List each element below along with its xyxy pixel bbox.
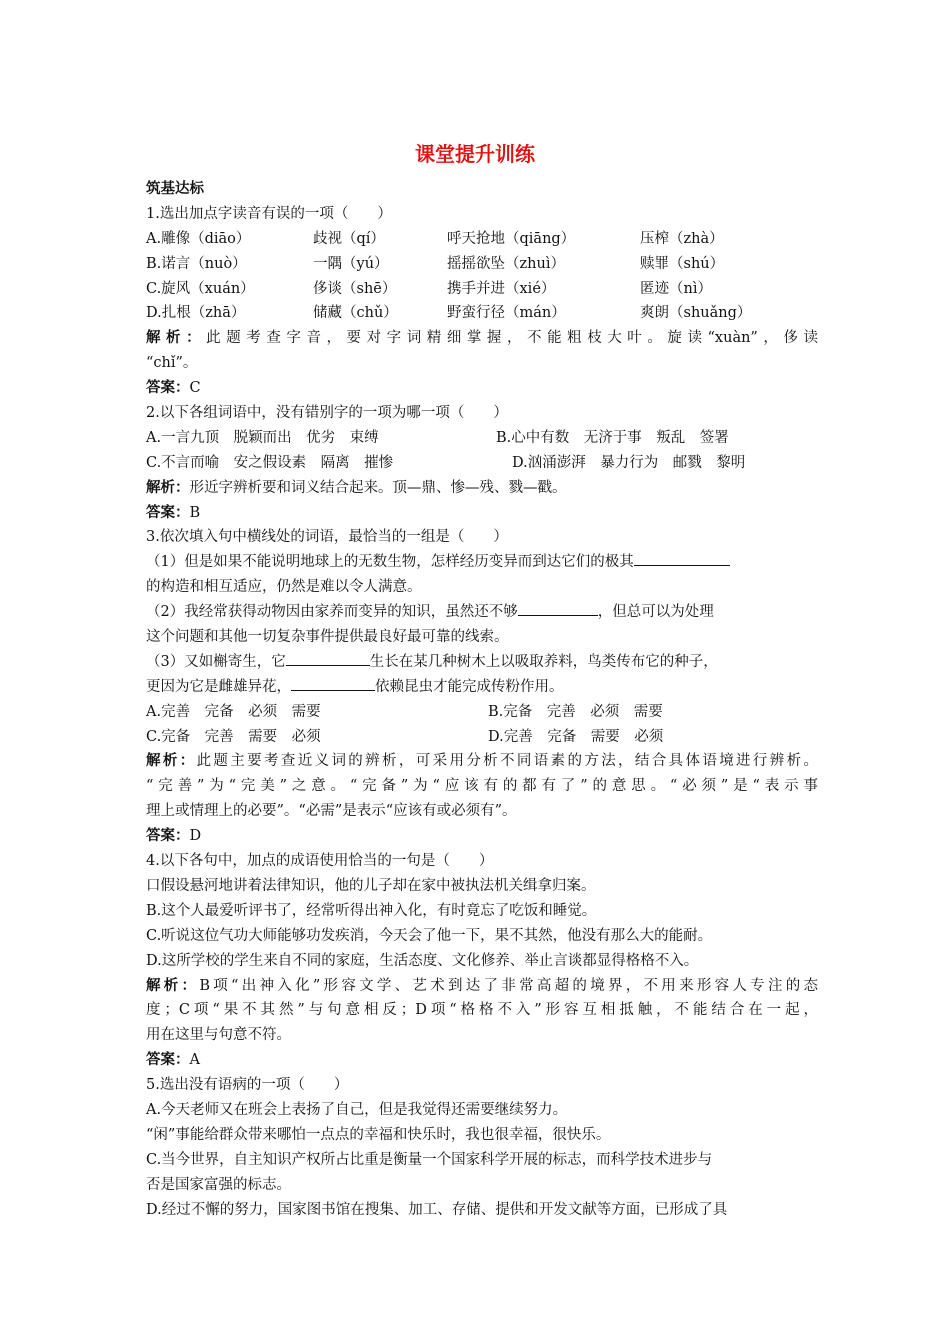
fill-blank-3 bbox=[286, 651, 370, 666]
option-cell: 携手并进（xié） bbox=[447, 280, 556, 297]
option-cell: 一隅（yú） bbox=[313, 255, 389, 272]
answer-value: D bbox=[189, 828, 202, 845]
analysis-label: 解析： bbox=[146, 330, 207, 347]
sentence-text: 更因为它是雌雄异花， bbox=[146, 678, 291, 695]
sentence-1a bbox=[146, 550, 818, 575]
sentence-2b: 这个问题和其他一切复杂事件提供最良好最可靠的线索。 bbox=[146, 629, 509, 646]
answer-label: 答案： bbox=[146, 380, 190, 397]
option-cell: 侈谈（shē） bbox=[313, 280, 397, 297]
question-4-stem: 4.以下各句中，加点的成语使用恰当的一句是（ ） bbox=[146, 853, 494, 870]
question-2-stem: 2.以下各组词语中，没有错别字的一项为哪一项（ ） bbox=[146, 405, 508, 422]
question-1-answer bbox=[146, 376, 818, 401]
option-cell: 摇摇欲坠（zhuì） bbox=[447, 255, 565, 272]
answer-value: C bbox=[189, 380, 201, 397]
sentence-text: ，但总可以为处理 bbox=[597, 604, 714, 621]
sentence-3b bbox=[146, 675, 818, 700]
option-cell: 爽朗（shuǎng） bbox=[640, 305, 752, 322]
option-cell: 赎罪（shú） bbox=[640, 255, 725, 272]
question-1-analysis bbox=[146, 326, 818, 351]
question-3-stem: 3.依次填入句中横线处的词语，最恰当的一组是（ ） bbox=[146, 529, 508, 546]
question-2-analysis bbox=[146, 476, 818, 501]
sentence-2a bbox=[146, 600, 818, 625]
question-1-row-b bbox=[146, 252, 818, 277]
question-4-option-d: D.这所学校的学生来自不同的家庭，生活态度、文化修养、举止言谈都显得格格不入。 bbox=[146, 952, 699, 969]
sentence-text: （1）但是如果不能说明地球上的无数生物，怎样经历变异而到达它们的极其 bbox=[146, 554, 634, 571]
question-5-option-d: D.经过不懈的努力，国家图书馆在搜集、加工、存储、提供和开发文献等方面，已形成了具 bbox=[146, 1201, 728, 1218]
question-5-stem: 5.选出没有语病的一项（ ） bbox=[146, 1077, 349, 1094]
analysis-text: 此题主要考查近义词的辨析，可采用分析不同语素的方法，结合具体语境进行辨析。 bbox=[196, 753, 818, 770]
answer-value: A bbox=[189, 1052, 200, 1069]
question-4-option-c: C.听说这位气功大师能够功发疾消，今天会了他一下，果不其然，他没有那么大的能耐。 bbox=[146, 927, 713, 944]
question-4-analysis-cont: 度；C项“果不其然”与句意相反；D项“格格不入”形容互相抵触，不能结合在一起， bbox=[146, 1002, 818, 1019]
option-c: C.完备 完善 需要 必须 bbox=[146, 728, 321, 745]
option-cell: 匿迹（nì） bbox=[640, 280, 712, 297]
option-cell: B.诺言（nuò） bbox=[146, 255, 247, 272]
question-3-row-ab bbox=[146, 700, 818, 725]
question-4-analysis-cont: 用在这里与句意不符。 bbox=[146, 1027, 291, 1044]
option-cell: D.扎根（zhā） bbox=[146, 305, 246, 322]
option-d: D.完善 完备 需要 必须 bbox=[488, 728, 664, 745]
option-c: C.不言而喻 安之假设素 隔离 摧惨 bbox=[146, 454, 394, 471]
question-5-option-a: A.今天老师又在班会上表扬了自己，但是我觉得还需要继续努力。 bbox=[146, 1101, 568, 1118]
analysis-text: B项“出神入化”形容文学、艺术到达了非常高超的境界，不用来形容人专注的态 bbox=[199, 977, 818, 994]
option-cell: 压榨（zhà） bbox=[640, 230, 724, 247]
sentence-text: 生长在某几种树木上以吸取养料，鸟类传布它的种子， bbox=[369, 653, 718, 670]
question-1-analysis-cont: “chǐ”。 bbox=[146, 355, 198, 372]
question-4-answer bbox=[146, 1048, 818, 1073]
question-5-option-b: “闲”事能给群众带来哪怕一点点的幸福和快乐时，我也很幸福，很快乐。 bbox=[146, 1126, 611, 1143]
question-1-stem: 1.选出加点字读音有误的一项（ ） bbox=[146, 205, 392, 222]
answer-label: 答案： bbox=[146, 828, 190, 845]
option-a: A.一言九顶 脱颖而出 优劣 束缚 bbox=[146, 429, 379, 446]
analysis-text: 形近字辨析要和词义结合起来。顶—鼎、惨—残、戮—戳。 bbox=[189, 479, 567, 496]
page-title: 课堂提升训练 bbox=[415, 142, 535, 166]
question-5-option-c-cont: 否是国家富强的标志。 bbox=[146, 1176, 291, 1193]
question-2-row-ab bbox=[146, 426, 818, 451]
question-1-row-c bbox=[146, 277, 818, 302]
fill-blank-2 bbox=[518, 601, 598, 616]
question-1-row-d bbox=[146, 301, 818, 326]
question-3-answer bbox=[146, 824, 818, 849]
option-cell: 储藏（chǔ） bbox=[313, 305, 398, 322]
analysis-label: 解析： bbox=[146, 479, 190, 496]
option-cell: C.旋风（xuán） bbox=[146, 280, 255, 297]
sentence-text: 依赖昆虫才能完成传粉作用。 bbox=[375, 678, 564, 695]
option-cell: 呼天抢地（qiāng） bbox=[447, 230, 576, 247]
answer-label: 答案： bbox=[146, 504, 190, 521]
analysis-label: 解析： bbox=[146, 977, 200, 994]
fill-blank-4 bbox=[291, 676, 375, 691]
option-b: B.心中有数 无济于事 叛乱 签署 bbox=[496, 429, 729, 446]
question-3-analysis-cont: 理上或情理上的必要”。“必需”是表示“应该有或必须有”。 bbox=[146, 803, 517, 820]
question-4-option-a: 口假设悬河地讲着法律知识，他的儿子却在家中被执法机关缉拿归案。 bbox=[146, 877, 596, 894]
question-4-option-b: B.这个人最爱听评书了，经常听得出神入化，有时竟忘了吃饭和睡觉。 bbox=[146, 902, 597, 919]
option-cell: 歧视（qí） bbox=[313, 230, 385, 247]
analysis-label: 解析： bbox=[146, 753, 197, 770]
option-a: A.完善 完备 必须 需要 bbox=[146, 703, 321, 720]
question-3-analysis-cont: “完善”为“完美”之意。“完备”为“应该有的都有了”的意思。“必须”是“表示事 bbox=[146, 778, 818, 795]
question-2-row-cd bbox=[146, 451, 818, 476]
question-5-option-c: C.当今世界，自主知识产权所占比重是衡量一个国家科学开展的标志，而科学技术进步与 bbox=[146, 1151, 713, 1168]
exercise-content bbox=[146, 177, 818, 1222]
analysis-text: 此题考查字音，要对字词精细掌握，不能粗枝大叶。旋读“xuàn”，侈读 bbox=[206, 330, 818, 347]
sentence-text: （3）又如槲寄生，它 bbox=[146, 653, 286, 670]
question-1-row-a bbox=[146, 227, 818, 252]
fill-blank-1 bbox=[634, 551, 730, 566]
question-3-analysis bbox=[146, 749, 818, 774]
sentence-3a bbox=[146, 650, 818, 675]
sentence-text: （2）我经常获得动物因由家养而变异的知识，虽然还不够 bbox=[146, 604, 518, 621]
option-b: B.完备 完善 必须 需要 bbox=[488, 703, 663, 720]
answer-label: 答案： bbox=[146, 1052, 190, 1069]
option-d: D.汹涌澎湃 暴力行为 邮戮 黎明 bbox=[512, 454, 746, 471]
option-cell: A.雕像（diāo） bbox=[146, 230, 251, 247]
section-heading: 筑基达标 bbox=[146, 181, 204, 197]
sentence-1b: 的构造和相互适应，仍然是难以令人满意。 bbox=[146, 579, 422, 596]
answer-value: B bbox=[189, 504, 201, 521]
question-3-row-cd bbox=[146, 725, 818, 750]
question-4-analysis bbox=[146, 974, 818, 999]
option-cell: 野蛮行径（mán） bbox=[447, 305, 566, 322]
question-2-answer bbox=[146, 501, 818, 526]
